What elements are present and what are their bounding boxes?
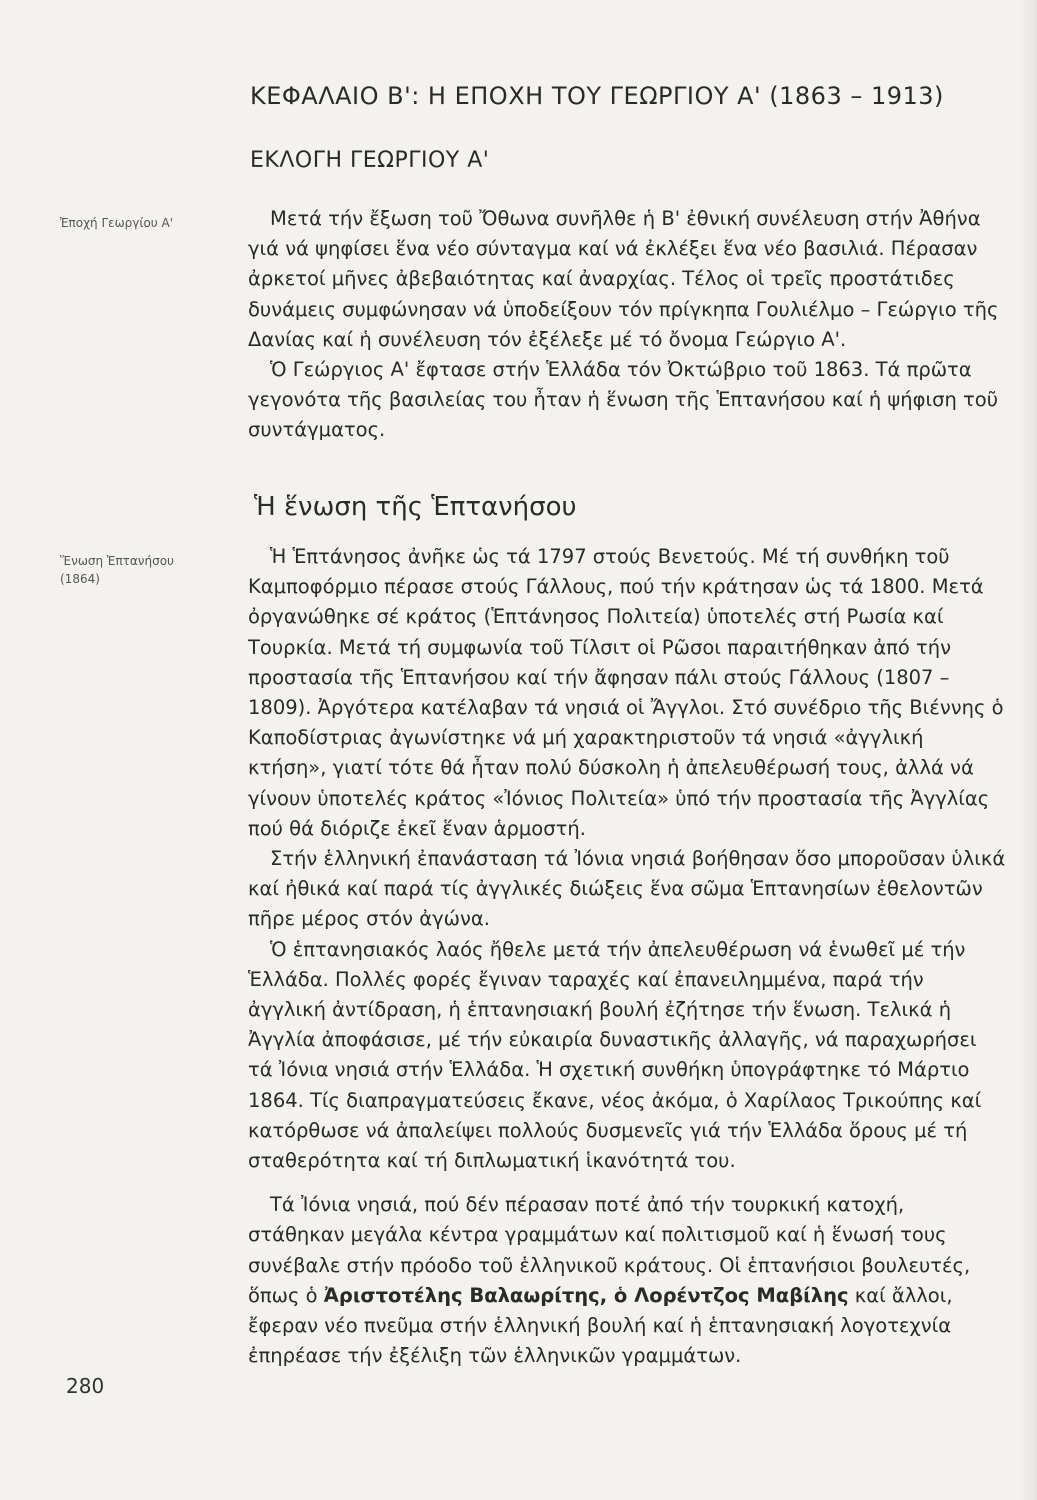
bold-names: Ἀριστοτέλης Βαλαωρίτης, ὁ Λορέντζος Μαβίλης [323, 1283, 849, 1307]
section2-paragraph-2: Στήν ἑλληνική ἐπανάσταση τά Ἰόνια νησιά βοήθησαν ὅσο μποροῦσαν ὑλικά καί ἠθικά καί παρά τίς ἀγγλικές διώξεις ἕνα σῶμα Ἑπτανησίων ἐθελοντῶν πῆρε μέρος στόν ἀγώνα. [248, 847, 1006, 931]
section2-paragraph-3: Ὁ ἑπτανησιακός λαός ἤθελε μετά τήν ἀπελευθέρωση νά ἑνωθεῖ μέ τήν Ἑλλάδα. Πολλές φορές ἔγιναν ταραχές καί ἐπανειλημμένα, παρά τήν ἀγγλική ἀντίδραση, ἡ ἑπτανησιακή βουλή ἐζήτησε τήν ἕνωση. Τελικά ἡ Ἀγγλία ἀποφάσισε, μέ τήν εὐκαιρία δυναστικῆς ἀλλαγῆς, νά παραχωρήσει τά Ἰόνια νησιά στήν Ἑλλάδα. Ἡ σχετική συνθήκη ὑπογράφτηκε τό Μάρτιο 1864. Τίς διαπραγματεύσεις ἔκανε, νέος ἀκόμα, ὁ Χαρίλαος Τρικούπης καί κατόρθωσε νά ἀπαλείψει πολλούς δυσμενεῖς γιά τήν Ἑλλάδα ὅρους μέ τή σταθερότητα καί τή διπλωματική ἱκανότητά του. [248, 937, 982, 1173]
margin-note-text: Ἕνωση Ἑπτανήσου [60, 554, 174, 568]
chapter-title: ΚΕΦΑΛΑΙΟ Β': Η ΕΠΟΧΗ ΤΟΥ ΓΕΩΡΓΙΟΥ Α' (1863 – 1913) [250, 82, 944, 110]
section1-paragraph-2: Ὁ Γεώργιος Α' ἔφτασε στήν Ἑλλάδα τόν Ὀκτώβριο τοῦ 1863. Τά πρῶτα γεγονότα τῆς βασιλείας του ἦταν ἡ ἕνωση τῆς Ἑπτανήσου καί ἡ ψήφιση τοῦ συντάγματος. [248, 358, 998, 442]
paragraph-4-start: Τά Ἰόνια νησιά, πού δέν πέρασαν ποτέ ἀπό τήν τουρκική κατοχή, στάθηκαν μεγάλα κέντρα γραμμάτων καί πολιτισμοῦ καί ἡ ἕνωσή τους συνέβαλε στήν πρόοδο τοῦ ἑλληνικοῦ κράτους. Οἱ ἑπτανήσιοι βουλευτές, ὅπως ὁ [248, 1193, 971, 1307]
section2-body [248, 542, 1006, 1371]
page-number: 280 [66, 1374, 105, 1398]
section2-paragraph-1: Ἡ Ἑπτάνησος ἀνῆκε ὡς τά 1797 στούς Βενετούς. Μέ τή συνθήκη τοῦ Καμποφόρμιο πέρασε στούς Γάλλους, πού τήν κράτησαν ὡς τά 1800. Μετά ὀργανώθηκε σέ κράτος (Ἑπτάνησος Πολιτεία) ὑποτελές στή Ρωσία καί Τουρκία. Μετά τή συμφωνία τοῦ Τίλσιτ οἱ Ρῶσοι παραιτήθηκαν ἀπό τήν προστασία τῆς Ἑπτανήσου καί τήν ἄφησαν πάλι στούς Γάλλους (1807 – 1809). Ἀργότερα κατέλαβαν τά νησιά οἱ Ἄγγλοι. Στό συνέδριο τῆς Βιέννης ὁ Καποδίστριας ἀγωνίστηκε νά μή χαρακτηριστοῦν τά νησιά «ἀγγλική κτήση», γιατί τότε θά ἦταν πολύ δύσκολη ἡ ἀπελευθέρωσή τους, ἀλλά νά γίνουν ὑποτελές κράτος «Ἰόνιος Πολιτεία» ὑπό τήν προστασία τῆς Ἀγγλίας πού θά διόριζε ἐκεῖ ἕναν ἁρμοστή. [248, 545, 1004, 840]
margin-note-george-era [60, 214, 173, 232]
section-title: ΕΚΛΟΓΗ ΓΕΩΡΓΙΟΥ Α' [250, 148, 490, 173]
paragraph-gap [248, 1176, 1006, 1190]
paragraph-4-end: καί ἄλλοι, ἔφεραν νέο πνεῦμα στήν ἑλληνική βουλή καί ἡ ἑπτανησιακή λογοτεχνία ἐπηρέασε τήν ἐξέλιξη τῶν ἑλληνικῶν γραμμάτων. [248, 1283, 953, 1368]
section1-body [248, 204, 1006, 446]
margin-note-text: Ἐποχή Γεωργίου Α' [60, 216, 174, 230]
page-edge-shadow [1019, 0, 1037, 1500]
subsection-title: Ἡ ἕνωση τῆς Ἑπτανήσου [254, 492, 577, 522]
section2-paragraph-4 [248, 1190, 1006, 1371]
section1-paragraph-1: Μετά τήν ἔξωση τοῦ Ὄθωνα συνῆλθε ἡ Β' ἐθνική συνέλευση στήν Ἀθήνα γιά νά ψηφίσει ἕνα νέο σύνταγμα καί νά ἐκλέξει ἕνα νέο βασιλιά. Πέρασαν ἀρκετοί μῆνες ἀβεβαιότητας καί ἀναρχίας. Τέλος οἱ τρεῖς προστάτιδες δυνάμεις συμφώνησαν νά ὑποδείξουν τόν πρίγκηπα Γουλιέλμο – Γεώργιο τῆς Δανίας καί ἡ συνέλευση τόν ἐξέλεξε μέ τό ὄνομα Γεώργιο Α'. [248, 207, 999, 351]
margin-note-union [60, 552, 174, 588]
margin-note-year: (1864) [60, 572, 100, 586]
